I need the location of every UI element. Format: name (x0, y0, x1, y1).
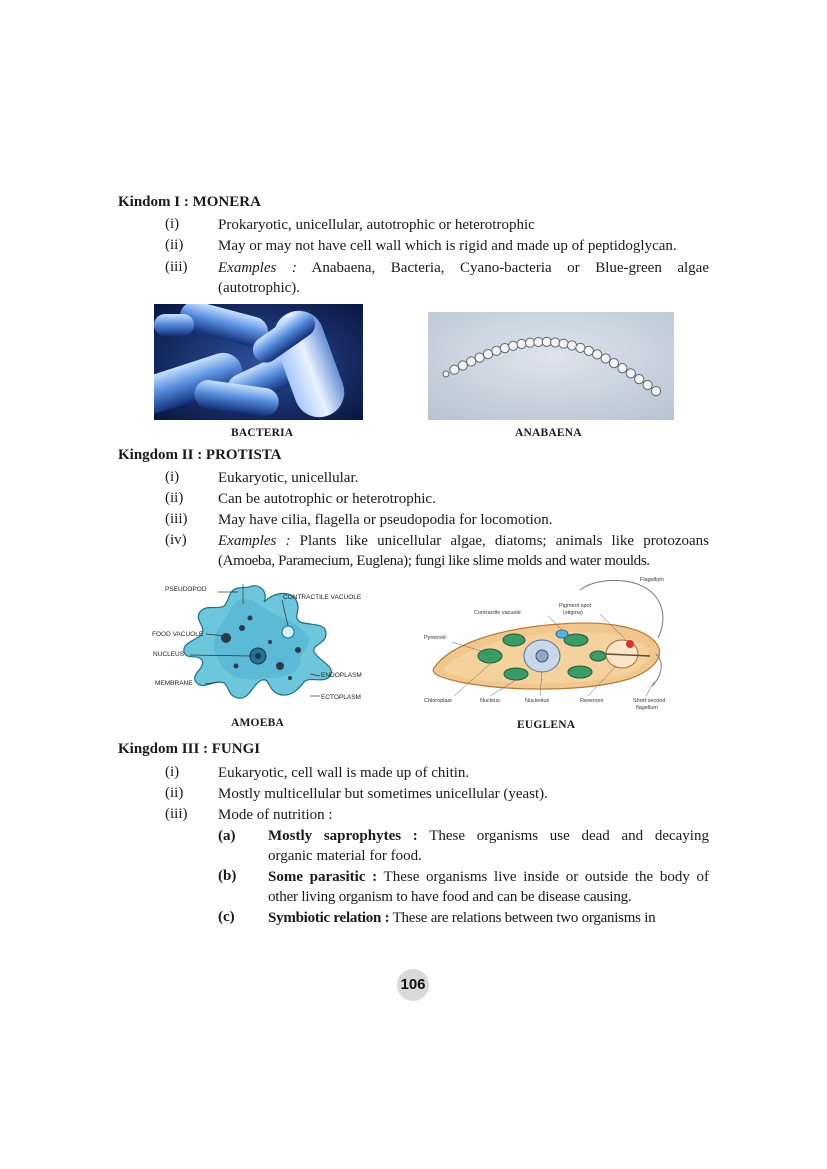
anabaena-cell (576, 343, 585, 352)
fungi-item-num: (ii) (165, 785, 184, 801)
monera-item-text (218, 258, 709, 278)
subitem-text: These are relations between two organisms in (392, 910, 656, 926)
anabaena-cell (483, 350, 492, 359)
anabaena-cell (593, 350, 602, 359)
euglena-caption: EUGLENA (517, 719, 576, 731)
anabaena-cell (542, 337, 551, 346)
anabaena-cell (475, 353, 484, 362)
fungi-item-num: (iii) (165, 806, 188, 822)
euglena-label-chloroplast: Chloroplast (424, 698, 452, 704)
anabaena-cell (618, 364, 627, 373)
examples-text: Plants like unicellular algae, diatoms; animals like protozoans (299, 533, 710, 549)
page-number: 106 (397, 969, 429, 1001)
protista-item-text (218, 531, 709, 551)
euglena-label-stigma: (stigma) (563, 610, 583, 616)
monera-item-text-cont: (autotrophic). (218, 280, 301, 296)
euglena-label-pigment-spot: Pigment spot (559, 603, 592, 609)
protista-item-num: (iv) (165, 532, 187, 548)
protista-item-num: (iii) (165, 511, 188, 527)
fungi-subitem-text-cont: organic material for food. (268, 848, 422, 864)
amoeba-label-contractile-vacuole: CONTRACTILE VACUOLE (283, 594, 362, 601)
euglena-label-flagellum: Flagellum (640, 577, 664, 583)
examples-text: Anabaena, Bacteria, Cyano-bacteria or Blue-green algae (311, 260, 709, 276)
euglena-label-nucleolus: Nucleolus (525, 698, 550, 704)
protista-item-text: May have cilia, flagella or pseudopodia for locomotion. (218, 512, 553, 528)
anabaena-cell (492, 346, 501, 355)
amoeba-label-endoplasm: ENDOPLASM (321, 672, 362, 679)
protista-item-text: Can be autotrophic or heterotrophic. (218, 491, 436, 507)
fungi-subitem-text (268, 826, 709, 846)
protista-item-text: Eukaryotic, unicellular. (218, 470, 359, 486)
anabaena-cell (443, 371, 449, 377)
subitem-bold: Mostly saprophytes : (268, 828, 418, 844)
fungi-subitem-num: (a) (218, 828, 236, 844)
monera-heading: Kindom I : MONERA (118, 194, 261, 210)
anabaena-cell (551, 338, 560, 347)
euglena-diagram (420, 574, 690, 710)
amoeba-caption: AMOEBA (231, 717, 284, 729)
protista-heading: Kingdom II : PROTISTA (118, 447, 282, 463)
subitem-text: These organisms use dead and decaying (429, 828, 709, 844)
subitem-bold: Some parasitic : (268, 869, 378, 885)
examples-prefix: Examples : (218, 260, 297, 276)
fungi-subitem-text (268, 908, 655, 928)
euglena-label-reservoir: Reservoir (580, 698, 604, 704)
euglena-label-pyrenoid: Pyrenoid (424, 635, 446, 641)
subitem-bold: Symbiotic relation : (268, 910, 390, 926)
anabaena-cell (517, 339, 526, 348)
euglena-label-short-flagellum-cont: flagellum (636, 705, 659, 711)
fungi-subitem-num: (c) (218, 909, 235, 925)
anabaena-cell (626, 369, 635, 378)
amoeba-label-nucleus: NUCLEUS (153, 651, 185, 658)
fungi-item-num: (i) (165, 764, 180, 780)
anabaena-cell (651, 387, 660, 396)
protista-item-num: (ii) (165, 490, 184, 506)
monera-item-text: May or may not have cell wall which is rigid and made up of peptidoglycan. (218, 238, 677, 254)
euglena-label-contractile-vacuole: Contractile vacuole (474, 610, 521, 616)
amoeba-label-membrane: MEMBRANE (155, 680, 193, 687)
monera-item-text: Prokaryotic, unicellular, autotrophic or heterotrophic (218, 217, 535, 233)
monera-item-num: (ii) (165, 237, 184, 253)
fungi-item-text: Mode of nutrition : (218, 807, 333, 823)
amoeba-label-pseudopod: PSEUDOPOD (165, 586, 207, 593)
anabaena-cell (601, 354, 610, 363)
anabaena-cell (509, 341, 518, 350)
anabaena-cell (584, 346, 593, 355)
monera-item-num: (iii) (165, 259, 188, 275)
fungi-subitem-text-cont: other living organism to have food and can be disease causing. (268, 889, 632, 905)
anabaena-cell (450, 365, 459, 374)
examples-prefix: Examples : (218, 533, 291, 549)
anabaena-cell (525, 338, 534, 347)
fungi-subitem-num: (b) (218, 868, 237, 884)
anabaena-image (428, 312, 674, 420)
bacteria-image (154, 304, 363, 420)
fungi-item-text: Mostly multicellular but sometimes unicellular (yeast). (218, 786, 548, 802)
anabaena-cell (609, 359, 618, 368)
anabaena-cell (534, 337, 543, 346)
anabaena-cell (635, 375, 644, 384)
fungi-subitem-text (268, 867, 709, 887)
anabaena-cell (567, 341, 576, 350)
euglena-label-short-flagellum: Short second (633, 698, 666, 704)
anabaena-cell (458, 361, 467, 370)
anabaena-cell (643, 380, 652, 389)
protista-item-num: (i) (165, 469, 180, 485)
euglena-label-nucleus: Nucleus (480, 698, 500, 704)
anabaena-caption: ANABAENA (515, 427, 582, 439)
anabaena-cell (467, 357, 476, 366)
fungi-heading: Kingdom III : FUNGI (118, 741, 261, 757)
anabaena-cell (500, 344, 509, 353)
amoeba-label-food-vacuole: FOOD VACUOLE (152, 631, 204, 638)
bacteria-caption: BACTERIA (231, 427, 294, 439)
subitem-text: These organisms live inside or outside the body of (383, 869, 709, 885)
anabaena-cell (559, 339, 568, 348)
amoeba-label-ectoplasm: ECTOPLASM (321, 694, 361, 701)
fungi-item-text: Eukaryotic, cell wall is made up of chitin. (218, 765, 470, 781)
monera-item-num: (i) (165, 216, 180, 232)
protista-item-text-cont: (Amoeba, Paramecium, Euglena); fungi like slime molds and water moulds. (218, 553, 650, 569)
